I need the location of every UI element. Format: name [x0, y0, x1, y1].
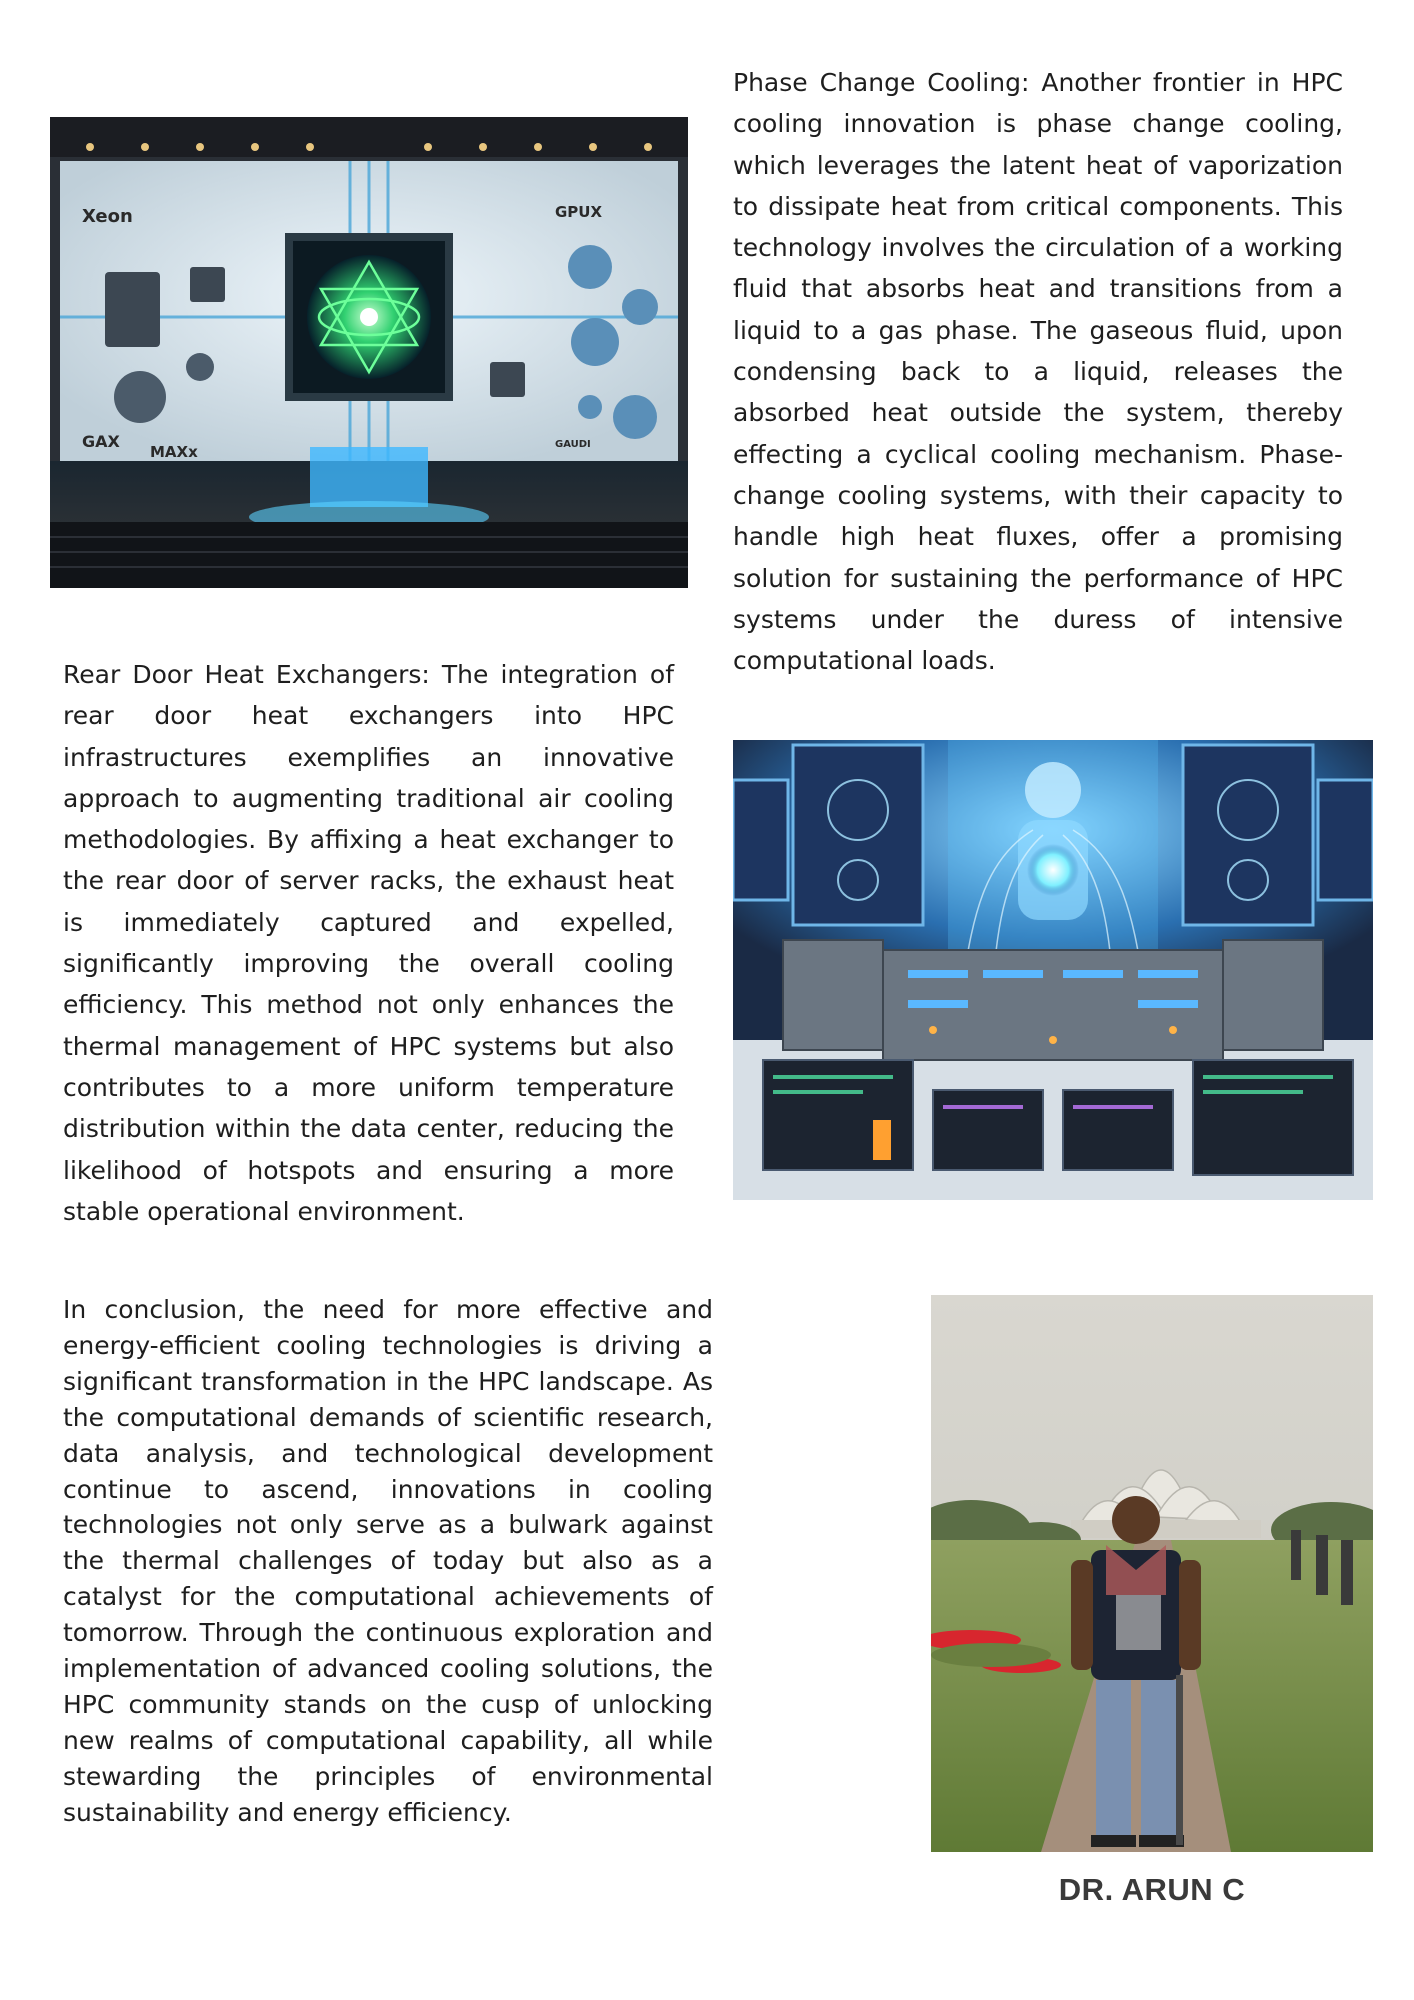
- conclusion-paragraph: In conclusion, the need for more effective and energy-efficient cooling technologies is driving a significant transformation in the HPC landscape. As the computational demands of scientific research, data analysis, and technological development continue to ascend, innovations in cooling technologies not only serve as a bulwark against the thermal challenges of today but also as a catalyst for the computational achievements of tomorrow. Through the continuous exploration and implementation of advanced cooling solutions, the HPC community stands on the cusp of unlocking new realms of computational capability, all while stewarding the principles of environmental sustainability and energy efficiency.: [63, 1295, 713, 1827]
- chip-label-gaudi: GAUDI: [555, 439, 591, 450]
- chip-label-xeon: Xeon: [82, 206, 133, 227]
- hpc-chip-stage-image: [50, 117, 688, 588]
- chip-label-gax: GAX: [82, 432, 120, 451]
- phase-change-paragraph: Phase Change Cooling: Another frontier in HPC cooling innovation is phase change cooling, which leverages the latent heat of vaporization to dissipate heat from critical components. This technology involves the circulation of a working fluid that absorbs heat and transitions from a liquid to a gas phase. The gaseous fluid, upon condensing back to a liquid, releases the absorbed heat outside the system, thereby effecting a cyclical cooling mechanism. Phase-change cooling systems, with their capacity to handle high heat fluxes, offer a promising solution for sustaining the performance of HPC systems under the duress of intensive computational loads.: [733, 68, 1343, 676]
- chip-label-gpux: GPUX: [555, 203, 603, 221]
- author-photo: [931, 1295, 1373, 1852]
- author-name: DR. ARUN C: [1058, 1872, 1246, 1907]
- ai-datacenter-image: [733, 740, 1373, 1200]
- chip-label-maxx: MAXx: [150, 443, 198, 461]
- rear-door-paragraph: Rear Door Heat Exchangers: The integration of rear door heat exchangers into HPC infrastructures exemplifies an innovative approach to augmenting traditional air cooling methodologies. By affixing a heat exchanger to the rear door of server racks, the exhaust heat is immediately captured and expelled, significantly improving the overall cooling efficiency. This method not only enhances the thermal management of HPC systems but also contributes to a more uniform temperature distribution within the data center, reducing the likelihood of hotspots and ensuring a more stable operational environment.: [63, 660, 674, 1226]
